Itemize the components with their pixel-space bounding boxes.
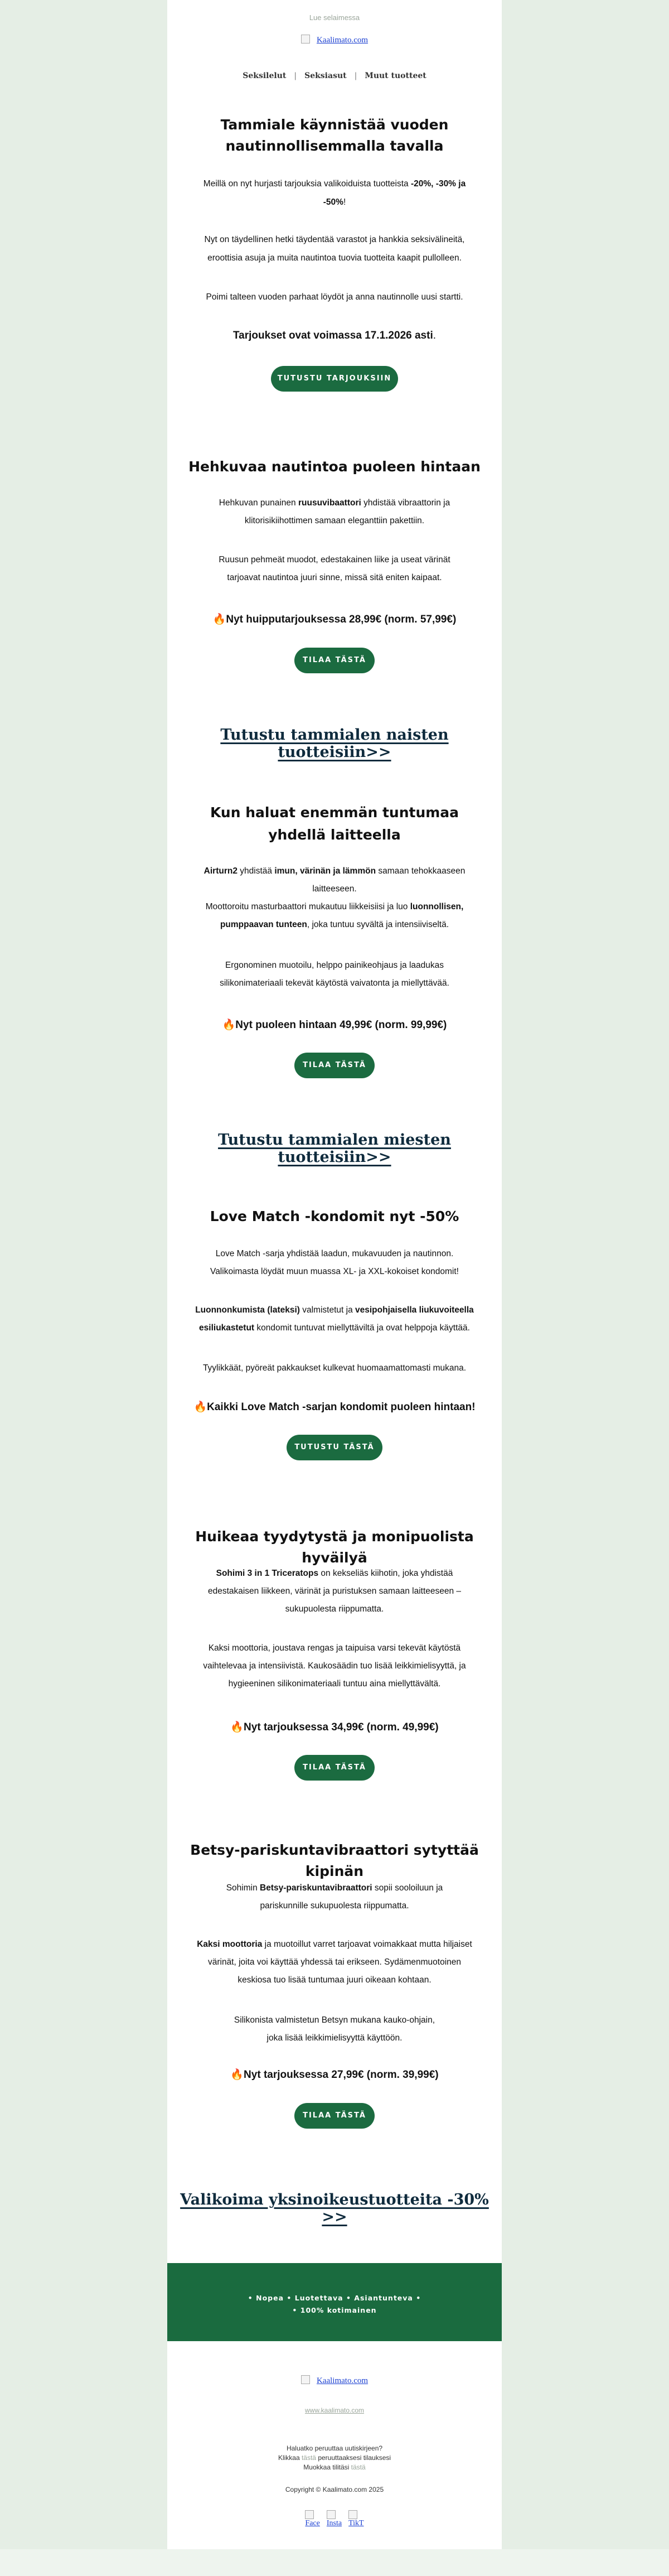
intro-paragraph-1: Meillä on nyt hurjasti tarjouksia valikoiduista tuotteista -20%, -30% ja -50%!	[203, 179, 466, 207]
airturn2-title-line-2: yhdellä laitteella	[268, 827, 401, 843]
footer-band	[167, 2263, 502, 2341]
love-match-paragraph-2: Luonnonkumista (lateksi) valmistetut ja vesipohjaisella liukuvoiteella esiliukastetut kondomit tuntuvat miellyttäviltä ja ovat helppoja käyttää.	[195, 1305, 474, 1333]
love-match-paragraph-3: Tyylikkäät, pyöreät pakkaukset kulkevat huomaamattomasti mukana.	[202, 1363, 467, 1373]
top-nav: Seksilelut | Seksiasut | Muut tuotteet	[243, 71, 426, 80]
exclusive-products-link[interactable]: Valikoima yksinoikeustuotteita -30% >>	[180, 2191, 489, 2226]
tiktok-link[interactable]: TikT	[348, 2510, 364, 2528]
betsy-order-button[interactable]: TILAA TÄSTÄ	[294, 2103, 375, 2129]
instagram-icon	[327, 2510, 336, 2519]
footer-logo[interactable]: Kaalimato.com	[167, 2375, 502, 2386]
triceratops-order-button[interactable]: TILAA TÄSTÄ	[294, 1755, 375, 1781]
rose-vibrator-price: 🔥Nyt huipputarjouksessa 28,99€ (norm. 57,99€)	[212, 614, 457, 625]
unsubscribe-question: Haluatko peruuttaa uutiskirjeen?	[286, 2444, 383, 2452]
nav-item-seksilelut[interactable]: Seksilelut	[243, 71, 287, 80]
unsubscribe-link[interactable]: tästä	[301, 2454, 316, 2462]
view-offers-button[interactable]: TUTUSTU TARJOUKSIIN	[271, 366, 398, 392]
airturn2-order-button[interactable]: TILAA TÄSTÄ	[294, 1053, 375, 1078]
broken-image-icon	[301, 2375, 310, 2384]
love-match-offer: 🔥Kaikki Love Match -sarjan kondomit puoleen hintaan!	[193, 1401, 476, 1413]
edit-account-text: Muokkaa tilitäsi tästä	[303, 2463, 366, 2471]
facebook-icon	[305, 2510, 314, 2519]
triceratops-paragraph-2: Kaksi moottoria, joustava rengas ja taipuisa varsi tekevät käytöstä vaihtelevaa ja intensiivistä. Kaukosäädin tuo lisää leikkimielisyyttä, ja hygieeninen silikonimateriaali tuntuu aina miellyttävältä.	[203, 1643, 466, 1689]
betsy-title: Betsy-pariskuntavibraattori sytyttää kipinän	[190, 1842, 479, 1879]
rose-vibrator-paragraph-1: Hehkuvan punainen ruusuvibaattori yhdistää vibraattorin ja klitorisikiihottimen samaan eleganttiin pakettiin.	[219, 498, 450, 525]
intro-paragraph-2: Nyt on täydellinen hetki täydentää varastot ja hankkia seksivälineitä, eroottisia asuja ja muita nautintoa tuovia tuotteita kaapit pullolleen.	[204, 235, 465, 263]
airturn2-paragraph-1: Airturn2 yhdistää imun, värinän ja lämmön samaan tehokkaaseen laitteeseen. Moottoroitu masturbaattori mukautuu liikkeisiisi ja luo luonnollisen, pumppaavan tunteen, joka tuntuu syvältä ja intensiiviseltä.	[203, 866, 466, 929]
betsy-price: 🔥Nyt tarjouksessa 27,99€ (norm. 39,99€)	[230, 2069, 439, 2081]
footer-band-line-1: • Nopea • Luotettava • Asiantunteva •	[248, 2294, 421, 2302]
love-match-title: Love Match -kondomit nyt -50%	[210, 1208, 459, 1224]
womens-products-link[interactable]: Tutustu tammialen naisten tuotteisiin>>	[220, 726, 449, 761]
nav-item-seksiasut[interactable]: Seksiasut	[304, 71, 347, 80]
betsy-paragraph-1: Sohimin Betsy-pariskuntavibraattori sopii sooloiluun ja pariskunnille sukupuolesta riippumatta.	[226, 1883, 443, 1911]
social-links	[167, 2510, 502, 2528]
copyright: Copyright © Kaalimato.com 2025	[285, 2486, 384, 2493]
instagram-link[interactable]: Insta	[327, 2510, 342, 2528]
broken-image-icon	[301, 35, 310, 44]
triceratops-paragraph-1: Sohimi 3 in 1 Triceratops on kekseliäs kiihotin, joka yhdistää edestakaisen liikkeen, värinät ja puristuksen samaan laitteeseen – sukupuolesta riippumatta.	[207, 1569, 462, 1614]
airturn2-paragraph-2: Ergonominen muotoilu, helppo painikeohjaus ja laadukas silikonimateriaali tekevät käytöstä vaivatonta ja miellyttävää.	[220, 961, 449, 988]
intro-paragraph-3: Poimi talteen vuoden parhaat löydöt ja anna nautinnolle uusi startti.	[206, 292, 463, 302]
view-in-browser-link[interactable]: Lue selaimessa	[309, 13, 360, 22]
fire-icon: 🔥	[230, 1721, 244, 1733]
betsy-paragraph-3: Silikonista valmistetun Betsyn mukana kauko-ohjain, joka lisää leikkimielisyyttä käyttöön.	[234, 2015, 435, 2043]
fire-icon: 🔥	[212, 614, 226, 625]
unsubscribe-text: Klikkaa tästä peruuttaaksesi tilauksesi	[278, 2454, 391, 2462]
facebook-link[interactable]: Face	[305, 2510, 319, 2528]
mens-products-link[interactable]: Tutustu tammialen miesten tuotteisiin>>	[218, 1131, 451, 1166]
airturn2-price: 🔥Nyt puoleen hintaan 49,99€ (norm. 99,99€)	[222, 1019, 447, 1031]
edit-account-link[interactable]: tästä	[351, 2463, 366, 2471]
logo[interactable]: Kaalimato.com	[167, 35, 502, 45]
rose-vibrator-order-button[interactable]: TILAA TÄSTÄ	[294, 648, 375, 673]
bottom-background	[0, 2549, 669, 2576]
betsy-paragraph-2: Kaksi moottoria ja muotoillut varret tarjoavat voimakkaat mutta hiljaiset värinät, joita voi käyttää yhdessä tai erikseen. Sydämenmuotoinen keskiosa tuo lisää tuntumaa juuri oikeaan kohtaan.	[197, 1940, 472, 1985]
rose-vibrator-title: Hehkuvaa nautintoa puoleen hintaan	[188, 459, 481, 475]
love-match-explore-button[interactable]: TUTUSTU TÄSTÄ	[287, 1435, 382, 1460]
footer-band-line-2: • 100% kotimainen	[292, 2306, 377, 2314]
tiktok-icon	[348, 2510, 357, 2519]
fire-icon: 🔥	[230, 2069, 244, 2081]
fire-icon: 🔥	[193, 1401, 207, 1413]
email-column	[167, 0, 502, 2549]
offer-validity: Tarjoukset ovat voimassa 17.1.2026 asti.	[232, 330, 437, 341]
love-match-paragraph-1: Love Match -sarja yhdistää laadun, mukavuuden ja nautinnon. Valikoimasta löydät muun muassa XL- ja XXL-kokoiset kondomit!	[210, 1249, 459, 1276]
triceratops-price: 🔥Nyt tarjouksessa 34,99€ (norm. 49,99€)	[230, 1721, 439, 1733]
site-link[interactable]: www.kaalimato.com	[304, 2406, 365, 2414]
airturn2-title-line-1: Kun haluat enemmän tuntumaa	[210, 804, 459, 821]
rose-vibrator-paragraph-2: Ruusun pehmeät muodot, edestakainen liike ja useat värinät tarjoavat nautintoa juuri sinne, missä sitä eniten kaipaat.	[219, 555, 450, 582]
fire-icon: 🔥	[222, 1019, 236, 1031]
nav-item-muut-tuotteet[interactable]: Muut tuotteet	[365, 71, 426, 80]
triceratops-title: Huikeaa tyydytystä ja monipuolista hyväilyä	[195, 1528, 474, 1566]
intro-title: Tammiale käynnistää vuoden nautinnollisemmalla tavalla	[220, 117, 449, 154]
